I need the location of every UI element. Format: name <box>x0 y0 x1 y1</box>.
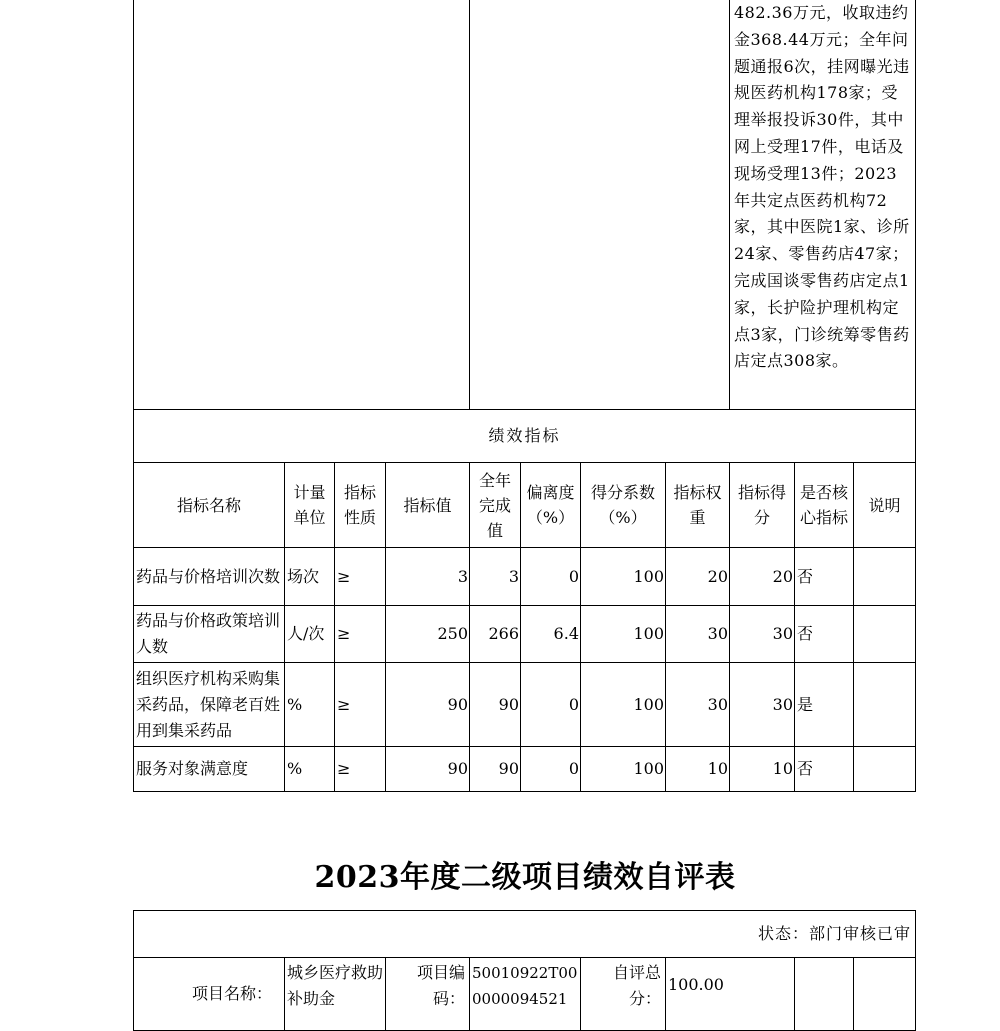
project-code-label: 项目编码： <box>386 958 470 1031</box>
score-cell: 30 <box>730 663 795 747</box>
column-header: 得分系数（%） <box>581 463 666 548</box>
status-text: 状态：部门审核已审 <box>134 911 916 958</box>
section-title: 绩效指标 <box>134 410 916 463</box>
score-cell: 20 <box>730 548 795 606</box>
blank-cell <box>854 958 916 1031</box>
project-name-value: 城乡医疗救助补助金 <box>285 958 386 1031</box>
project-code-value: 50010922T000000094521 <box>470 958 581 1031</box>
deviation-cell: 0 <box>521 663 581 747</box>
column-header: 偏离度（%） <box>521 463 581 548</box>
nature-cell: ≥ <box>335 747 386 792</box>
unit-cell: 人/次 <box>285 606 335 663</box>
core-cell: 否 <box>795 747 854 792</box>
coef-cell: 100 <box>581 606 666 663</box>
weight-cell: 30 <box>666 606 730 663</box>
blank-cell <box>470 0 730 410</box>
column-header: 指标得分 <box>730 463 795 548</box>
column-header: 说明 <box>854 463 916 548</box>
target-cell: 250 <box>386 606 470 663</box>
score-label: 自评总分： <box>581 958 666 1031</box>
coef-cell: 100 <box>581 747 666 792</box>
note-cell <box>854 663 916 747</box>
score-value: 100.00 <box>666 958 795 1031</box>
indicator-name: 服务对象满意度 <box>134 747 285 792</box>
actual-cell: 266 <box>470 606 521 663</box>
nature-cell: ≥ <box>335 663 386 747</box>
project-info-row <box>134 958 916 1031</box>
column-header: 全年完成值 <box>470 463 521 548</box>
note-cell <box>854 548 916 606</box>
core-cell: 否 <box>795 606 854 663</box>
indicator-name: 药品与价格培训次数 <box>134 548 285 606</box>
core-cell: 否 <box>795 548 854 606</box>
column-header: 指标值 <box>386 463 470 548</box>
column-header-row <box>134 463 916 548</box>
actual-cell: 90 <box>470 663 521 747</box>
coef-cell: 100 <box>581 663 666 747</box>
score-cell: 10 <box>730 747 795 792</box>
indicator-name: 药品与价格政策培训人数 <box>134 606 285 663</box>
table-row <box>134 548 916 606</box>
unit-cell: % <box>285 663 335 747</box>
deviation-cell: 0 <box>521 747 581 792</box>
actual-cell: 3 <box>470 548 521 606</box>
note-cell <box>854 606 916 663</box>
core-cell: 是 <box>795 663 854 747</box>
nature-cell: ≥ <box>335 548 386 606</box>
weight-cell: 20 <box>666 548 730 606</box>
target-cell: 3 <box>386 548 470 606</box>
column-header: 计量单位 <box>285 463 335 548</box>
summary-text: 482.36万元，收取违约金368.44万元；全年问题通报6次，挂网曝光违规医药机构178家；受理举报投诉30件，其中网上受理17件，电话及现场受理13件；2023年共定点医药机构72家，其中医院1家、诊所24家、零售药店47家；完成国谈零售药店定点1家，长护险护理机构定点3家，门诊统筹零售药店定点308家。 <box>730 0 916 410</box>
deviation-cell: 6.4 <box>521 606 581 663</box>
unit-cell: % <box>285 747 335 792</box>
coef-cell: 100 <box>581 548 666 606</box>
page-title: 2023年度二级项目绩效自评表 <box>314 860 736 895</box>
note-cell <box>854 747 916 792</box>
summary-row <box>134 0 916 410</box>
blank-cell <box>795 958 854 1031</box>
target-cell: 90 <box>386 747 470 792</box>
column-header: 指标性质 <box>335 463 386 548</box>
weight-cell: 30 <box>666 663 730 747</box>
weight-cell: 10 <box>666 747 730 792</box>
blank-cell <box>134 0 470 410</box>
deviation-cell: 0 <box>521 548 581 606</box>
performance-table <box>133 0 916 792</box>
unit-cell: 场次 <box>285 548 335 606</box>
actual-cell: 90 <box>470 747 521 792</box>
nature-cell: ≥ <box>335 606 386 663</box>
column-header: 是否核心指标 <box>795 463 854 548</box>
column-header: 指标权重 <box>666 463 730 548</box>
indicator-name: 组织医疗机构采购集采药品，保障老百姓用到集采药品 <box>134 663 285 747</box>
table-row <box>134 747 916 792</box>
table-row <box>134 606 916 663</box>
score-cell: 30 <box>730 606 795 663</box>
table-row <box>134 663 916 747</box>
project-name-label: 项目名称： <box>134 958 285 1031</box>
target-cell: 90 <box>386 663 470 747</box>
column-header: 指标名称 <box>134 463 285 548</box>
